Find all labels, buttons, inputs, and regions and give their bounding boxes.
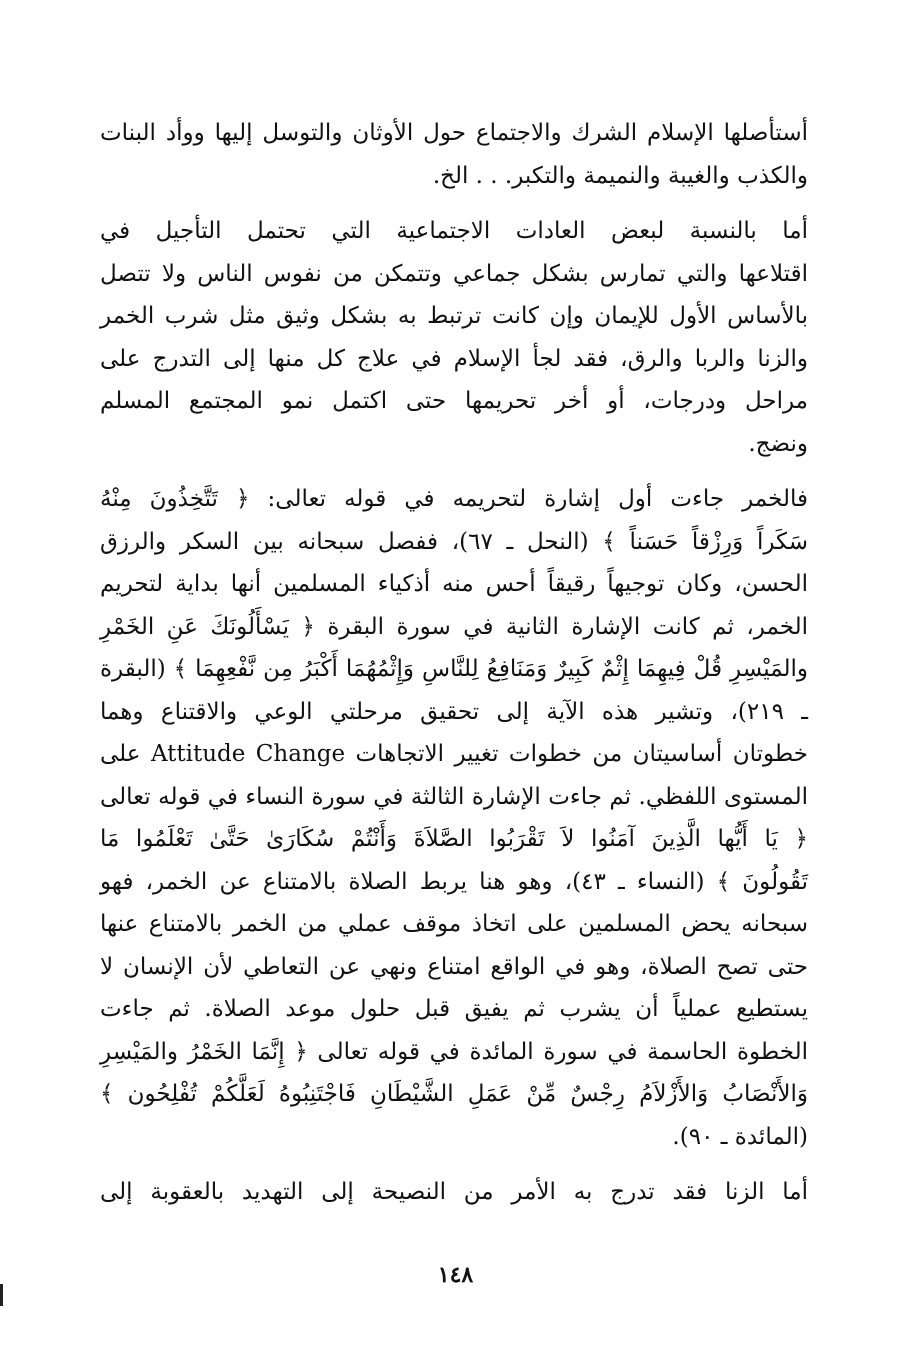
text-line: والكذب والغيبة والنميمة والتكبر. . . الخ. [432,162,808,189]
text-line: الخمر، ثم كانت الإشارة الثانية في سورة البقرة ﴿ يَسْأَلُونَكَ عَنِ الخَمْرِ [100,613,808,640]
text-line: الحسن، وكان توجيهاً رقيقاً أحس منه أذكياء المسلمين أنها بداية لتحريم [100,571,808,597]
text-line: حتى تصح الصلاة، وهو في الواقع امتناع ونهي عن التعاطي لأن الإنسان لا [100,953,808,980]
scan-edge-mark [0,1284,3,1306]
text-line: فالخمر جاءت أول إشارة لتحريمه في قوله تعالى: ﴿ تَتَّخِذُونَ مِنْهُ [100,486,808,512]
text-line: سَكَراً وَرِزْقاً حَسَناً ﴾ (النحل ـ ٦٧)، ففصل سبحانه بين السكر والرزق [100,528,809,555]
text-line: مراحل ودرجات، أو أخر تحريمها حتى اكتمل نمو المجتمع المسلم [100,388,808,414]
paragraph-2 [100,210,808,465]
text-line: ـ ٢١٩)، وتشير هذه الآية إلى تحقيق مرحلتي الوعي والاقتناع وهما [100,698,808,725]
text-line: تَقُولُونَ ﴾ (النساء ـ ٤٣)، وهو هنا يربط الصلاة بالامتناع عن الخمر، فهو [100,868,808,895]
text-line: والزنا والربا والرق، فقد لجأ الإسلام في علاج كل منها إلى التدرج على [100,345,808,372]
text-line: أستأصلها الإسلام الشرك والاجتماع حول الأوثان والتوسل إليها ووأد البنات [100,120,808,146]
page-number: ١٤٨ [437,1262,474,1288]
text-line: والمَيْسِرِ قُلْ فِيهِمَا إِثْمٌ كَبِيرٌ وَمَنَافِعُ لِلنَّاسِ وَإِثْمُهُمَا أَكْبَرُ مِن نَّفْعِهِمَا ﴾ (البقرة [100,656,808,682]
text-line: ونضج. [748,430,808,457]
text-line: وَالأَنْصَابُ وَالأَزْلاَمُ رِجْسٌ مِّنْ عَمَلِ الشَّيْطَانِ فَاجْتَنِبُوهُ لَعَلَّكُمْ تُفْلِحُون ﴾ [100,1081,808,1107]
text-line: يستطيع عملياً أن يشرب ثم يفيق قبل حلول موعد الصلاة. ثم جاءت [100,996,808,1022]
text-line: المستوى اللفظي. ثم جاءت الإشارة الثالثة في سورة النساء في قوله تعالى [100,783,808,810]
text-line: ﴿ يَا أَيُّها الَّذِينَ آمَنُوا لاَ تَقْرَبُوا الصَّلاَةَ وَأَنْتُمْ سُكَارَىٰ حَتَّىٰ تَعْلَمُوا مَا [100,826,808,852]
text-line: (المائدة ـ ٩٠). [672,1123,808,1150]
text-line: أما الزنا فقد تدرج به الأمر من النصيحة إلى التهديد بالعقوبة إلى [100,1179,808,1205]
paragraph-3 [100,478,808,1158]
text-line: بالأساس الأول للإيمان وإن كانت ترتبط به بشكل وثيق مثل شرب الخمر [100,303,808,329]
text-line: الخطوة الحاسمة في سورة المائدة في قوله تعالى ﴿ إِنَّمَا الخَمْرُ والمَيْسِرِ [100,1038,808,1065]
paragraph-1 [100,112,808,197]
text-line: أما بالنسبة لبعض العادات الاجتماعية التي تحتمل التأجيل في [100,218,808,244]
paragraph-4 [100,1171,808,1214]
text-line: اقتلاعها والتي تمارس بشكل جماعي وتتمكن من نفوس الناس ولا تتصل [100,260,808,287]
body-text [100,112,808,1214]
text-line: خطوتان أساسيتان من خطوات تغيير الاتجاهات Attitude Change على [100,741,808,767]
text-line: سبحانه يحض المسلمين على اتخاذ موقف عملي من الخمر بالامتناع عنها [100,911,808,937]
